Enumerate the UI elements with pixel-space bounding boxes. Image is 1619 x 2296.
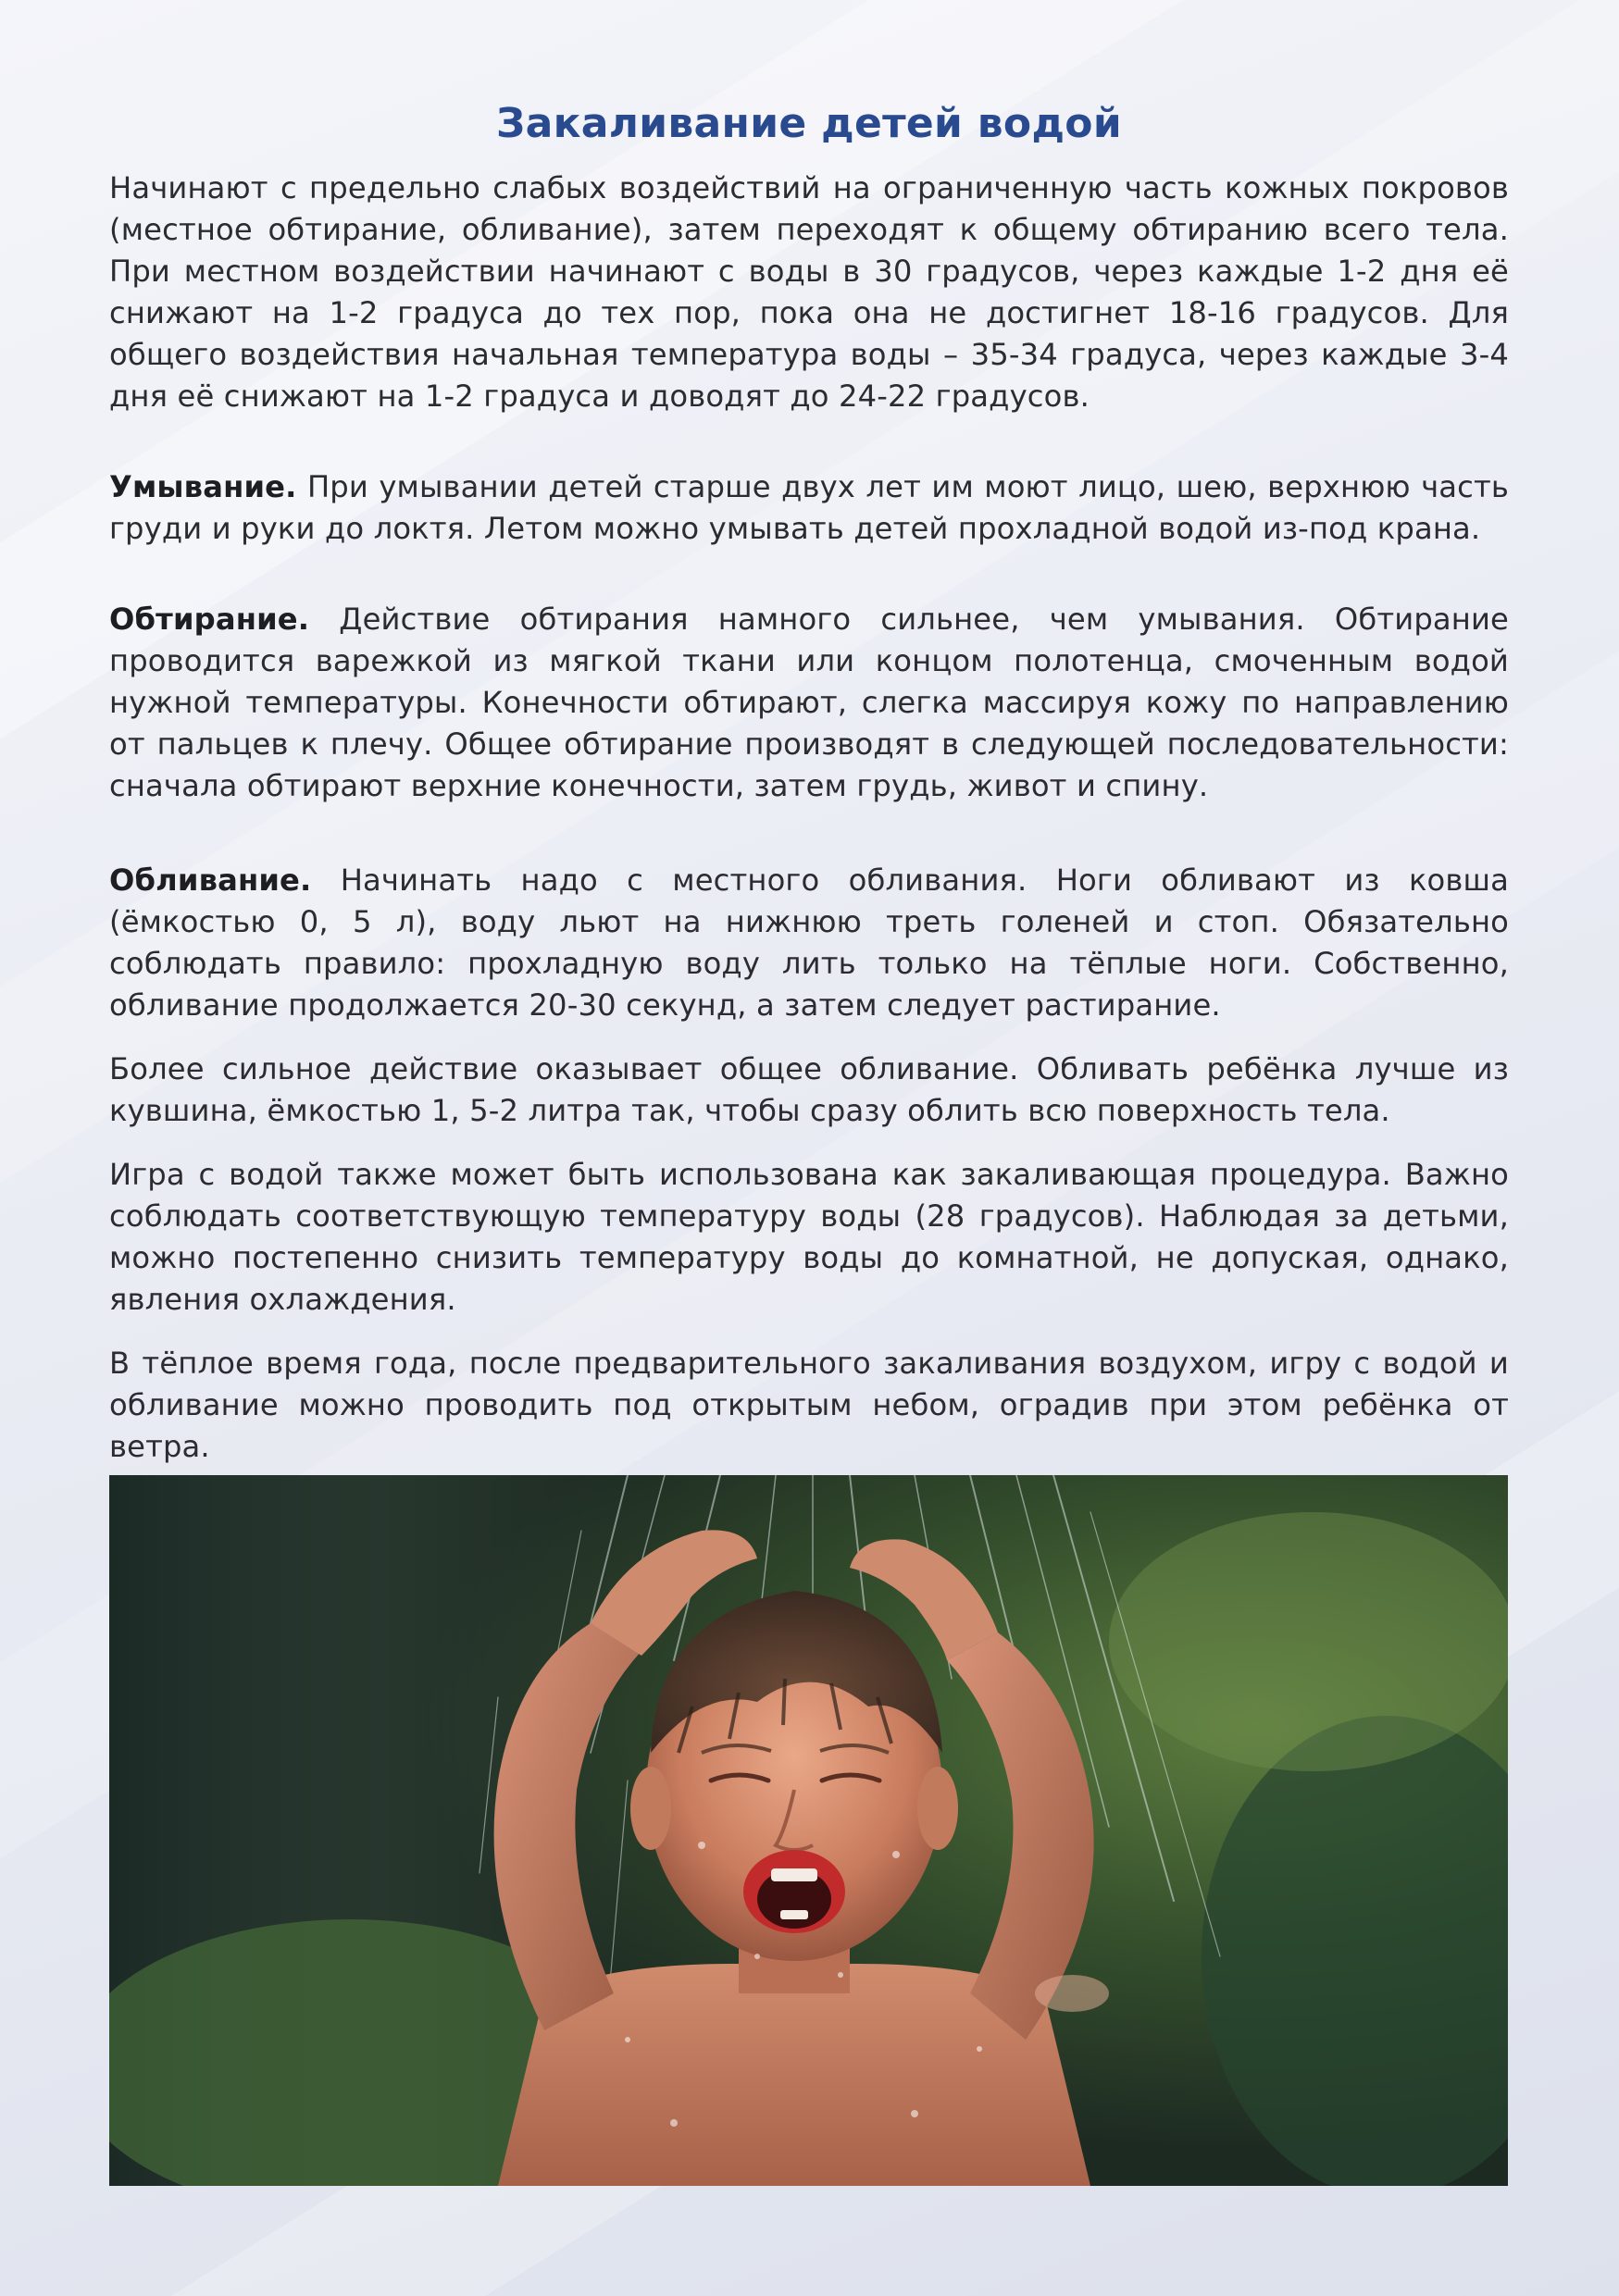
general-dousing-paragraph: Более сильное действие оказывает общее обливание. Обливать ребёнка лучше из кувшина, ёмкостью 1, 5-2 литра так, чтобы сразу облить всю поверхность тела. (109, 1051, 1509, 1128)
page-title: Закаливание детей водой (496, 100, 1122, 147)
washing-section (109, 466, 1509, 550)
rubbing-heading: Обтирание. (109, 602, 310, 637)
document-page (109, 100, 1509, 1468)
intro-paragraph: Начинают с предельно слабых воздействий на ограниченную часть кожных покровов (местное обтирание, обливание), затем переходят к общему обтиранию всего тела. При местном воздействии начинают с воды в 30 градусов, через каждые 1-2 дня её снижают на 1-2 градуса до тех пор, пока она не достигнет 18-16 градусов. Для общего воздействия начальная температура воды – 35-34 градуса, через каждые 3-4 дня её снижают на 1-2 градуса и доводят до 24-22 градусов. (109, 170, 1509, 414)
washing-heading: Умывание. (109, 469, 297, 504)
warm-season-paragraph: В тёплое время года, после предварительного закаливания воздухом, игру с водой и обливание можно проводить под открытым небом, оградив при этом ребёнка от ветра. (109, 1346, 1509, 1464)
washing-text: При умывании детей старше двух лет им моют лицо, шею, верхнюю часть груди и руки до локтя. Летом можно умывать детей прохладной водой из-под крана. (109, 469, 1509, 546)
dousing-text: Начинать надо с местного обливания. Ноги обливают из ковша (ёмкостью 0, 5 л), воду льют на нижнюю треть голеней и стоп. Обязательно соблюдать правило: прохладную воду лить только на тёплые ноги. Собственно, обливание продолжается 20-30 секунд, а затем следует растирание. (109, 863, 1510, 1023)
water-play-paragraph: Игра с водой также может быть использована как закаливающая процедура. Важно соблюдать соответствующую температуру воды (28 градусов). Наблюдая за детьми, можно постепенно снизить температуру воды до комнатной, не допуская, однако, явления охлаждения. (109, 1157, 1509, 1317)
child-shower-photo (109, 1475, 1508, 2186)
rubbing-section (109, 599, 1509, 807)
dousing-section (109, 860, 1509, 1026)
rubbing-text: Действие обтирания намного сильнее, чем умывания. Обтирание проводится варежкой из мягкой ткани или концом полотенца, смоченным водой нужной температуры. Конечности обтирают, слегка массируя кожу по направлению от пальцев к плечу. Общее обтирание производят в следующей последовательности: сначала обтирают верхние конечности, затем грудь, живот и спину. (109, 602, 1509, 803)
dousing-heading: Обливание. (109, 863, 312, 898)
